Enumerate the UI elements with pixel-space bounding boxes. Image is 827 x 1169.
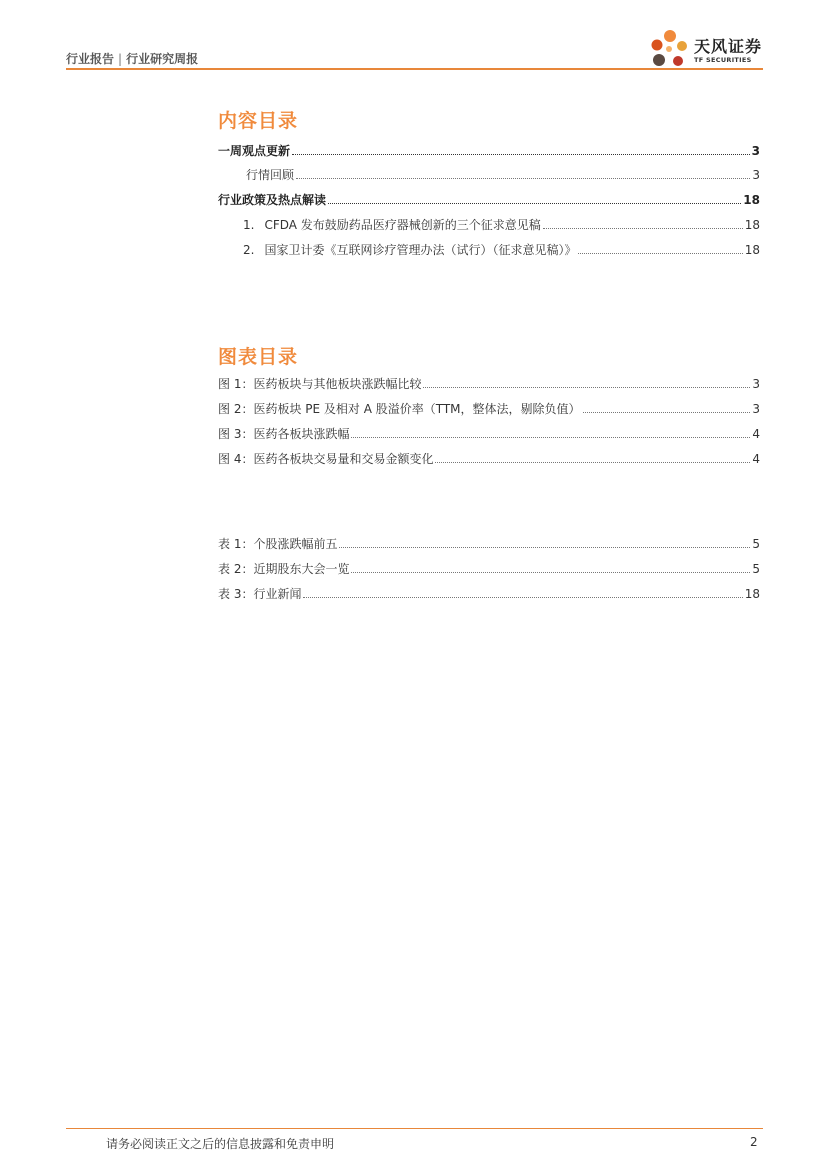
dot-leader (351, 437, 750, 438)
company-logo (648, 28, 763, 72)
contents-title: 内容目录 (218, 110, 299, 132)
dot-leader (339, 547, 750, 548)
toc-entry-page: 18 (744, 243, 760, 257)
toc-entry-page: 3 (752, 168, 760, 182)
toc-entry[interactable] (218, 142, 760, 158)
figure-entry[interactable] (218, 450, 760, 466)
logo-name-en: TF SECURITIES (694, 56, 752, 64)
figures-title: 图表目录 (218, 346, 299, 368)
figure-entry-page: 3 (752, 402, 760, 416)
dot-leader (296, 178, 750, 179)
figure-entry[interactable] (218, 425, 760, 441)
page-number: 2 (750, 1135, 758, 1149)
table-entry-label: 表 3：行业新闻 (218, 587, 302, 601)
toc-entry[interactable] (243, 241, 760, 257)
logo-name-cn: 天风证券 (694, 37, 763, 56)
dot-leader (328, 203, 741, 204)
dot-leader (435, 462, 750, 463)
figure-entry-label: 图 3：医药各板块涨跌幅 (218, 427, 350, 441)
dot-leader (543, 228, 743, 229)
report-header (66, 50, 198, 67)
figure-entry-page: 3 (752, 377, 760, 391)
dot-leader (303, 597, 742, 598)
figure-entry-label: 图 4：医药各板块交易量和交易金额变化 (218, 452, 434, 466)
table-entry-label: 表 2：近期股东大会一览 (218, 562, 350, 576)
toc-entry[interactable] (246, 166, 760, 182)
toc-entry-label: CFDA 发布鼓励药品医疗器械创新的三个征求意见稿 (264, 218, 541, 232)
flower-logo-icon (648, 28, 692, 72)
table-entry-page: 5 (752, 562, 760, 576)
dot-leader (292, 154, 750, 155)
toc-entry-label: 行业政策及热点解读 (218, 193, 327, 207)
table-entry[interactable] (218, 535, 760, 551)
toc-entry-label: 一周观点更新 (218, 144, 291, 158)
figure-entry-label: 图 2：医药板块 PE 及相对 A 股溢价率（TTM，整体法，剔除负值） (218, 402, 581, 416)
toc-entry[interactable] (218, 191, 760, 207)
table-entry-label: 表 1：个股涨跌幅前五 (218, 537, 338, 551)
table-entry-page: 5 (752, 537, 760, 551)
table-entry[interactable] (218, 560, 760, 576)
table-entry-page: 18 (744, 587, 760, 601)
figure-entry[interactable] (218, 400, 760, 416)
figure-entry[interactable] (218, 375, 760, 391)
dot-leader (578, 253, 742, 254)
toc-entry-label: 国家卫计委《互联网诊疗管理办法（试行）（征求意见稿）》 (264, 243, 577, 257)
header-separator: | (118, 52, 123, 66)
figure-entry-page: 4 (752, 427, 760, 441)
toc-entry-number: 1. (243, 218, 255, 232)
dot-leader (583, 412, 751, 413)
figure-entry-label: 图 1：医药板块与其他板块涨跌幅比较 (218, 377, 422, 391)
toc-entry-page: 18 (744, 218, 760, 232)
footer-disclaimer: 请务必阅读正文之后的信息披露和免责申明 (106, 1137, 335, 1151)
toc-entry-page: 18 (743, 193, 760, 207)
report-series: 行业研究周报 (126, 52, 199, 66)
report-type: 行业报告 (66, 52, 115, 66)
toc-entry-number: 2. (243, 243, 255, 257)
toc-entry-page: 3 (751, 144, 760, 158)
dot-leader (351, 572, 750, 573)
toc-entry[interactable] (243, 216, 760, 232)
footer-divider (66, 1128, 763, 1129)
table-entry[interactable] (218, 585, 760, 601)
toc-entry-label: 行情回顾 (246, 168, 295, 182)
figure-entry-page: 4 (752, 452, 760, 466)
dot-leader (423, 387, 750, 388)
